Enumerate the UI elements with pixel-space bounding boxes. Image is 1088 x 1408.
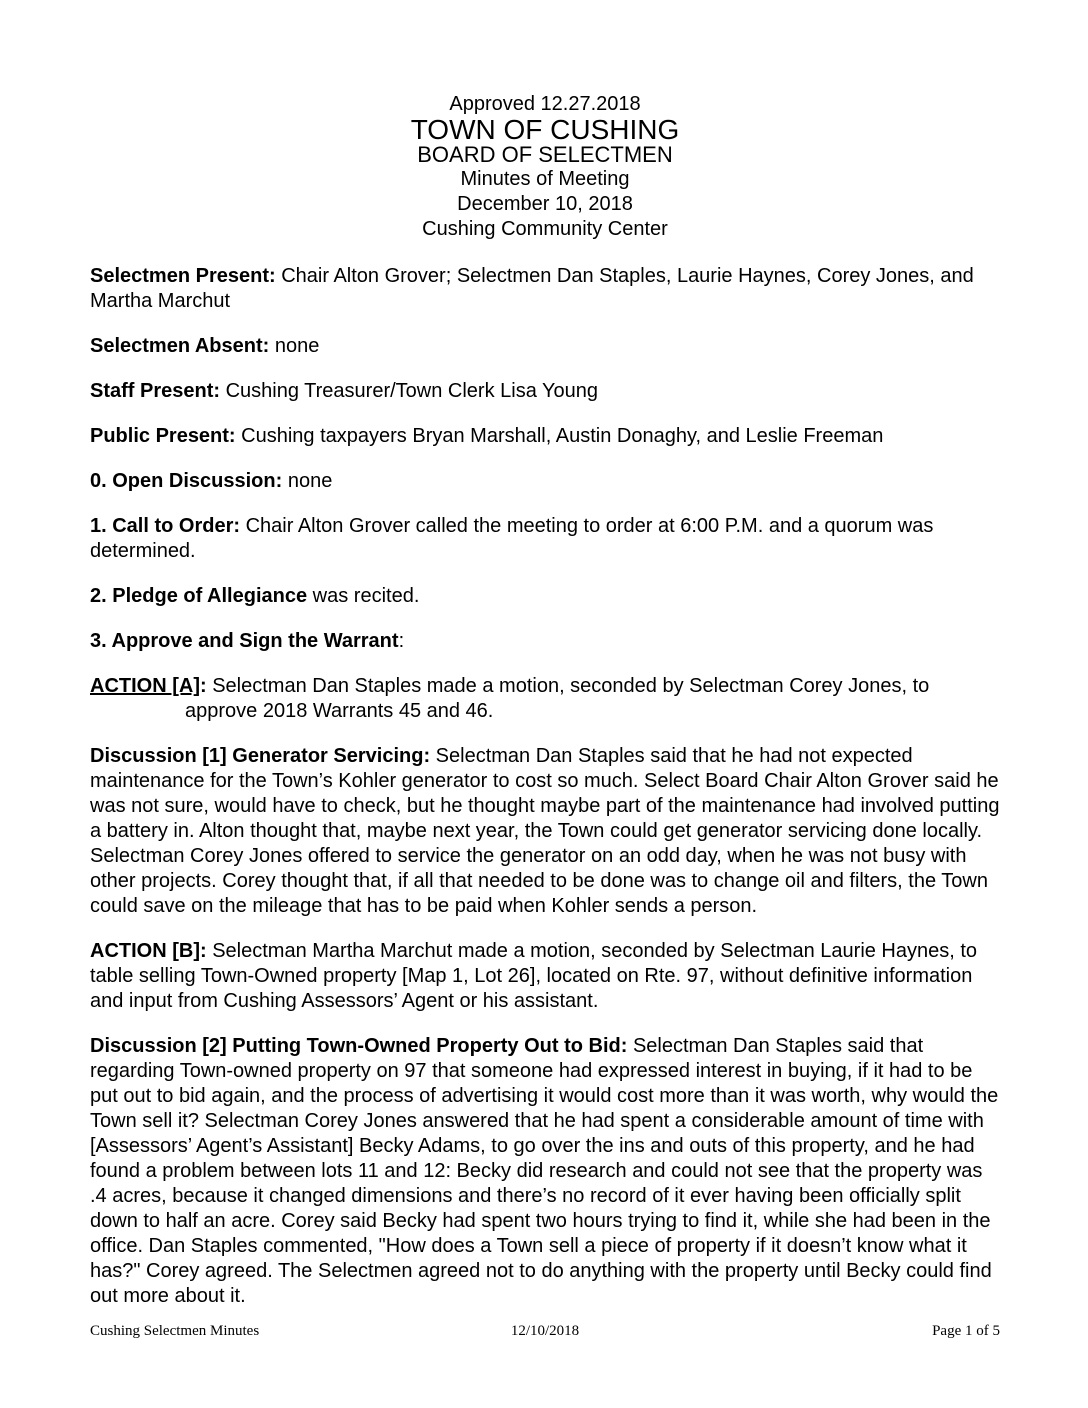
item-1-call-to-order [90,514,1000,564]
footer-page-number: Page 1 of 5 [932,1323,1000,1339]
discussion-2-text: Selectman Dan Staples said that regarding Town-owned property on 97 that someone had expressed interest in buying, if it had to be put out to bid again, and the process of advertising it would cost more than it was worth, why would the Town sell it? Selectman Corey Jones answered that he had spent a considerable amount of time with [Assessors’ Agent’s Assistant] Becky Adams, to go over the ins and outs of this property, and he had found a problem between lots 11 and 12: Becky did research and could not see that the property was .4 acres, because it changed dimensions and there’s no record of it ever having been officially split down to half an acre. Corey said Becky had spent two hours trying to find it, while she had been in the office. Dan Staples commented, "How does a Town sell a piece of property if it doesn’t know what it has?" Corey agreed. The Selectmen agreed not to do anything with the property until Becky could find out more about it. [90,1035,999,1307]
town-title: TOWN OF CUSHING [410,114,680,145]
discussion-2-paragraph [90,1034,1000,1309]
public-present-text: Cushing taxpayers Bryan Marshall, Austin Donaghy, and Leslie Freeman [235,425,884,447]
public-present-paragraph [90,424,1000,449]
item-3-label: 3. Approve and Sign the Warrant [90,630,399,652]
selectmen-absent-text: none [269,335,320,357]
action-b-paragraph [90,939,1000,1014]
item-1-label: 1. Call to Order: [90,515,241,537]
selectmen-absent-paragraph [90,334,1000,359]
meeting-date-line: December 10, 2018 [457,193,633,215]
action-a-label: ACTION [A] [90,675,200,697]
discussion-1-label: Discussion [1] Generator Servicing: [90,745,431,767]
action-b-text: Selectman Martha Marchut made a motion, seconded by Selectman Laurie Haynes, to table selling Town-Owned property [Map 1, Lot 26], located on Rte. 97, without definitive information and input from Cushing Assessors’ Agent or his assistant. [90,940,978,1012]
staff-present-text: Cushing Treasurer/Town Clerk Lisa Young [220,380,599,402]
action-b-label: ACTION [B]: [90,940,207,962]
staff-present-label: Staff Present: [90,380,221,402]
selectmen-absent-label: Selectmen Absent: [90,335,270,357]
action-a-colon: : [199,675,207,697]
discussion-2-label: Discussion [2] Putting Town-Owned Property Out to Bid: [90,1035,628,1057]
staff-present-paragraph [90,379,1000,404]
selectmen-present-paragraph [90,264,1000,314]
approved-line: Approved 12.27.2018 [449,93,641,115]
item-3-warrant [90,629,1000,654]
document-header [90,92,1000,242]
footer-date: 12/10/2018 [510,1323,580,1339]
selectmen-present-label: Selectmen Present: [90,265,276,287]
discussion-1-text: Selectman Dan Staples said that he had not expected maintenance for the Town’s Kohler generator to cost so much. Select Board Chair Alton Grover said he was not sure, would have to check, but he thought maybe part of the maintenance had involved putting a battery in. Alton thought that, maybe next year, the Town could get generator servicing done locally. Selectman Corey Jones offered to service the generator on an odd day, when he was not busy with other projects. Corey thought that, if all that needed to be done was to change oil and filters, the Town could save on the mileage that has to be paid when Kohler sends a person. [90,745,1000,917]
action-a-text: Selectman Dan Staples made a motion, seconded by Selectman Corey Jones, to approve 2018 Warrants 45 and 46. [185,675,930,722]
item-2-text: was recited. [307,585,420,607]
item-2-pledge [90,584,1000,609]
board-subtitle: BOARD OF SELECTMEN [417,142,673,167]
public-present-label: Public Present: [90,425,236,447]
location-line: Cushing Community Center [422,218,668,240]
item-1-text: Chair Alton Grover called the meeting to order at 6:00 P.M. and a quorum was determined. [90,515,934,562]
item-0-text: none [282,470,333,492]
item-3-text: : [398,630,405,652]
item-2-label: 2. Pledge of Allegiance [90,585,308,607]
item-0-label: 0. Open Discussion: [90,470,283,492]
doc-type-line: Minutes of Meeting [460,168,630,190]
selectmen-present-text: Chair Alton Grover; Selectmen Dan Staples, Laurie Haynes, Corey Jones, and Martha Marchut [90,265,974,312]
item-0-open-discussion [90,469,1000,494]
action-a-paragraph [90,674,1000,724]
page-footer [90,1322,1000,1340]
footer-document-title: Cushing Selectmen Minutes [90,1323,260,1339]
discussion-1-paragraph [90,744,1000,919]
